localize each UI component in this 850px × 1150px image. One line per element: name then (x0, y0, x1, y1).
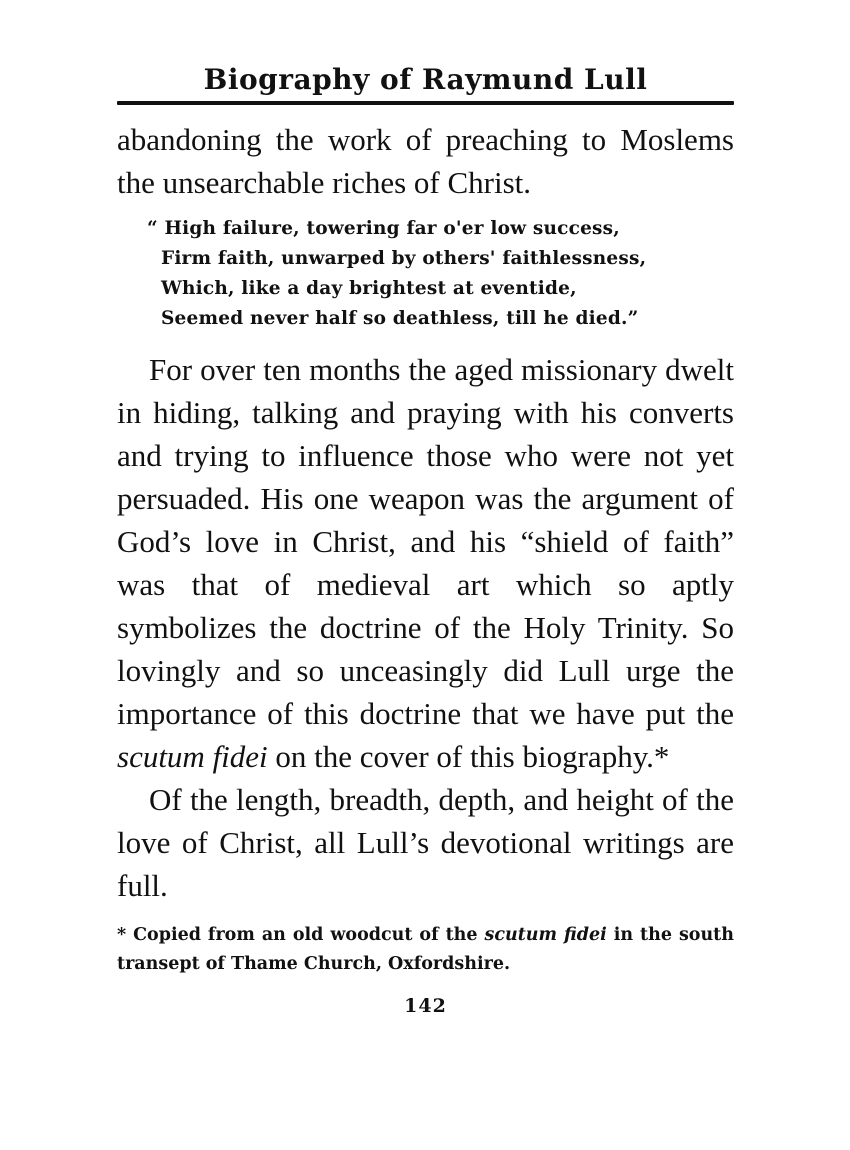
running-head: Biography of Raymund Lull (203, 63, 648, 96)
page-number: 142 (404, 995, 447, 1017)
paragraph-text: For over ten months the aged missionary dwelt in hiding, talking and praying with his converts and trying to influence those who were not yet persuaded. His one weapon was the argument of God’s love in Christ, and his “shield of faith” was that of medieval art which so aptly symbolizes the doctrine of the Holy Trinity. So lovingly and so unceasingly did Lull urge the importance of this doctrine that we have put the (117, 352, 734, 731)
header-rule (117, 101, 734, 105)
paragraph-hiding (117, 348, 734, 778)
italic-latin-phrase: scutum fidei (117, 739, 268, 774)
poem-line: Firm faith, unwarped by others' faithlessness, (161, 248, 647, 269)
footnote (117, 921, 734, 979)
continued-paragraph: abandoning the work of preaching to Moslems the unsearchable riches of Christ. (117, 122, 734, 200)
footnote-italic-phrase: scutum fidei (484, 925, 607, 945)
poem-line: Which, like a day brightest at eventide, (161, 278, 577, 299)
poem-quotation (147, 214, 734, 334)
poem-line: “ High failure, towering far o'er low success, (147, 218, 620, 239)
footnote-text: in the south transept of Thame Church, Oxfordshire. (117, 925, 734, 974)
footnote-text: * Copied from an old woodcut of the (117, 925, 485, 945)
paragraph-devotional: Of the length, breadth, depth, and height of the love of Christ, all Lull’s devotional writings are full. (117, 782, 734, 903)
poem-line: Seemed never half so deathless, till he died.” (161, 308, 639, 329)
book-page (117, 60, 734, 1017)
paragraph-text: on the cover of this biography.* (267, 739, 670, 774)
